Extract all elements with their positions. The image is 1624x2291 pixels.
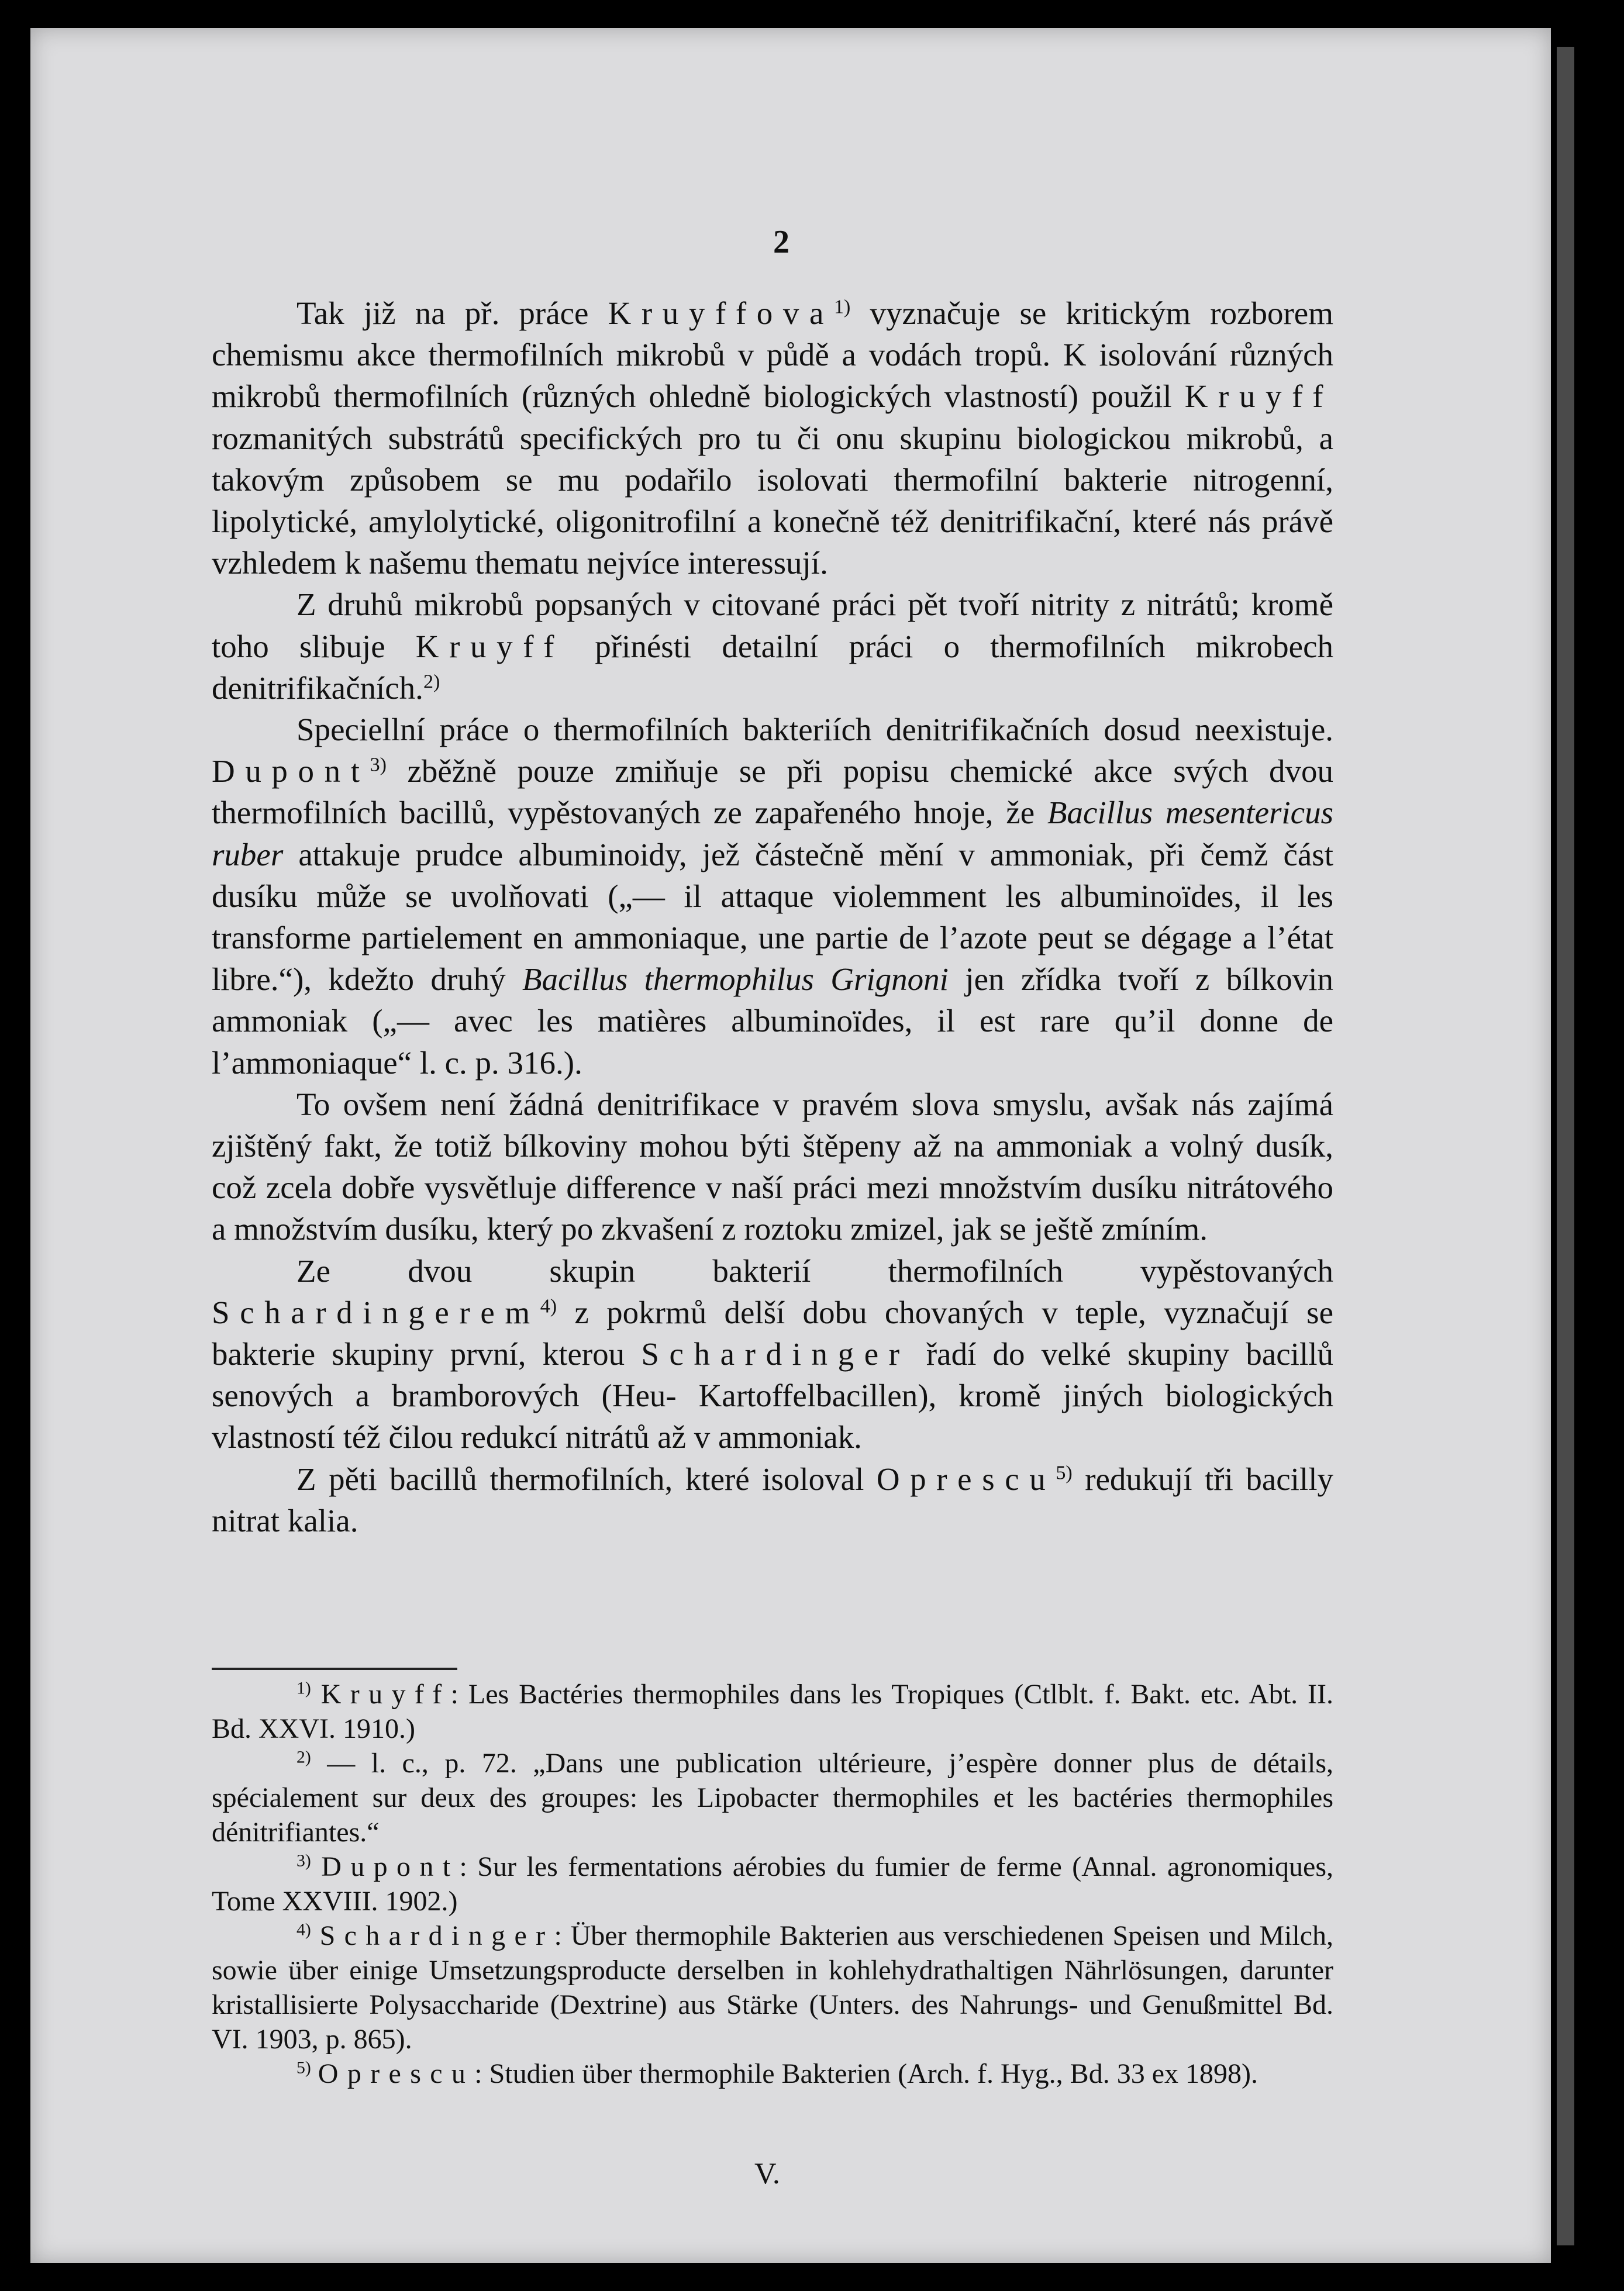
- footnote-divider: [212, 1668, 457, 1670]
- author-name: Schardinger: [641, 1336, 910, 1372]
- footnote-mark: 1): [296, 1678, 311, 1698]
- paragraph: Tak již na př. práce Kruyffova$^{1)}$ vyznačuje se kritickým rozborem chemismu akce thermofilních mikrobů v půdě a vodách tropů. K isolování různých mikrobů thermofilních (různých ohledně biologických vlastností) použil Kruyff rozmanitých substrátů specifických pro tu či onu skupinu biologickou mikrobů, a takovým způsobem se mu podařilo isolovati thermofilní bakterie nitrogenní, lipolytické, amylolytické, oligonitrofilní a konečně též denitrifikační, které nás právě vzhledem k našemu thematu nejvíce interessují.: [212, 295, 1333, 581]
- footnote-mark: 5): [296, 2058, 311, 2078]
- paragraph: Z druhů mikrobů popsaných v citované práci pět tvoří nitrity z nitrátů; kromě toho slibuje Kruyff přinésti detailní práci o thermofilních mikrobech denitrifikačních.$^{2)}$: [212, 586, 1333, 706]
- author-name: Kruyff: [1184, 378, 1333, 415]
- author-name: Dupont: [321, 1851, 460, 1882]
- footnote-ref: 4): [540, 1295, 557, 1317]
- author-name: Dupont: [212, 753, 370, 789]
- footnote-mark: 3): [296, 1851, 311, 1871]
- footnote-ref: 1): [834, 296, 851, 318]
- author-name: Schardinger: [319, 1920, 554, 1951]
- footnote-mark: 2): [296, 1747, 311, 1767]
- paragraph: Ze dvou skupin bakterií thermofilních vypěstovaných Schardingerem$^{4)}$ z pokrmů delší dobu chovaných v teple, vyznačují se bakterie skupiny první, kterou Schardinger řadí do velké skupiny bacillů senových a bramborových (Heu- Kartoffelbacillen), kromě jiných biologických vlastností též čilou redukcí nitrátů až v ammoniak.: [212, 1253, 1334, 1455]
- author-name: Kruyff: [320, 1679, 451, 1710]
- footnote: $^{3)}$ Dupont: Sur les fermentations aérobies du fumier de ferme (Annal. agronomiques, Tome XXVIII. 1902.): [212, 1851, 1333, 1917]
- page-edge-shadow: [1557, 47, 1574, 2245]
- footnote: $^{5)}$ Oprescu: Studien über thermophile Bakterien (Arch. f. Hyg., Bd. 33 ex 1898).: [296, 2058, 1258, 2089]
- author-name: Schardingerem: [212, 1294, 540, 1330]
- author-name: Oprescu: [318, 2058, 475, 2089]
- footnotes: [212, 1677, 1333, 2091]
- species-name: Bacillus thermophilus Grignoni: [522, 961, 949, 998]
- footnote-mark: 4): [296, 1920, 311, 1940]
- main-text: [212, 292, 1333, 1541]
- footnote: $^{4)}$ Schardinger: Über thermophile Bakterien aus verschiedenen Speisen und Milch, sowie über einige Umsetzungsproducte derselben in kohlehydrathaltigen Nährlösungen, darunter kristallisierte Polysaccharide (Dextrine) aus Stärke (Unters. des Nahrungs- und Genußmittel Bd. VI. 1903, p. 865).: [212, 1920, 1333, 2055]
- footnote-ref: 5): [1056, 1461, 1073, 1483]
- author-name: Kruyff: [415, 628, 565, 664]
- author-name: Kruyffova: [608, 295, 834, 331]
- footnote: $^{1)}$ Kruyff: Les Bactéries thermophiles dans les Tropiques (Ctlblt. f. Bakt. etc. Abt. II. Bd. XXVI. 1910.): [212, 1678, 1334, 1744]
- signature-mark: V.: [754, 2157, 780, 2190]
- footnote-ref: 2): [423, 671, 440, 693]
- species-name: Bacillus mesentericus ruber: [212, 795, 1333, 872]
- author-name: Oprescu: [876, 1461, 1056, 1497]
- footnote: $^{2)}$ — l. c., p. 72. „Dans une publication ultérieure, j’espère donner plus de détails, spécialement sur deux des groupes: les Lipobacter thermophiles et les bactéries thermophiles dénitrifiantes.“: [212, 1747, 1333, 1848]
- paragraph: Speciellní práce o thermofilních bakteriích denitrifikačních dosud neexistuje. Dupont$^{3)}$ zběžně pouze zmiňuje se při popisu chemické akce svých dvou thermofilních bacillů, vypěstovaných ze zapařeného hnoje, že Bacillus mesentericus ruber attakuje prudce albuminoidy, jež částečně mění v ammoniak, při čemž část dusíku může se uvolňovati („— il attaque violemment les albuminoïdes, il les transforme partielement en ammoniaque, une partie de l’azote peut se dégage a l’état libre.“), kdežto druhý Bacillus thermophilus Grignoni jen zřídka tvoří z bílkovin ammoniak („— avec les matières albuminoïdes, il est rare qu’il donne de l’ammoniaque“ l. c. p. 316.).: [212, 712, 1333, 1081]
- page-number: 2: [773, 224, 789, 260]
- paragraph: To ovšem není žádná denitrifikace v pravém slova smyslu, avšak nás zajímá zjištěný fakt, že totiž bílkoviny mohou býti štěpeny až na ammoniak a volný dusík, což zcela dobře vysvětluje difference v naší práci mezi množstvím dusíku nitrátového a množstvím dusíku, který po zkvašení z roztoku zmizel, jak se ještě zmíním.: [212, 1086, 1333, 1247]
- footnote-ref: 3): [370, 754, 387, 776]
- paragraph: Z pěti bacillů thermofilních, které isoloval Oprescu$^{5)}$ redukují tři bacilly nitrat kalia.: [212, 1461, 1333, 1538]
